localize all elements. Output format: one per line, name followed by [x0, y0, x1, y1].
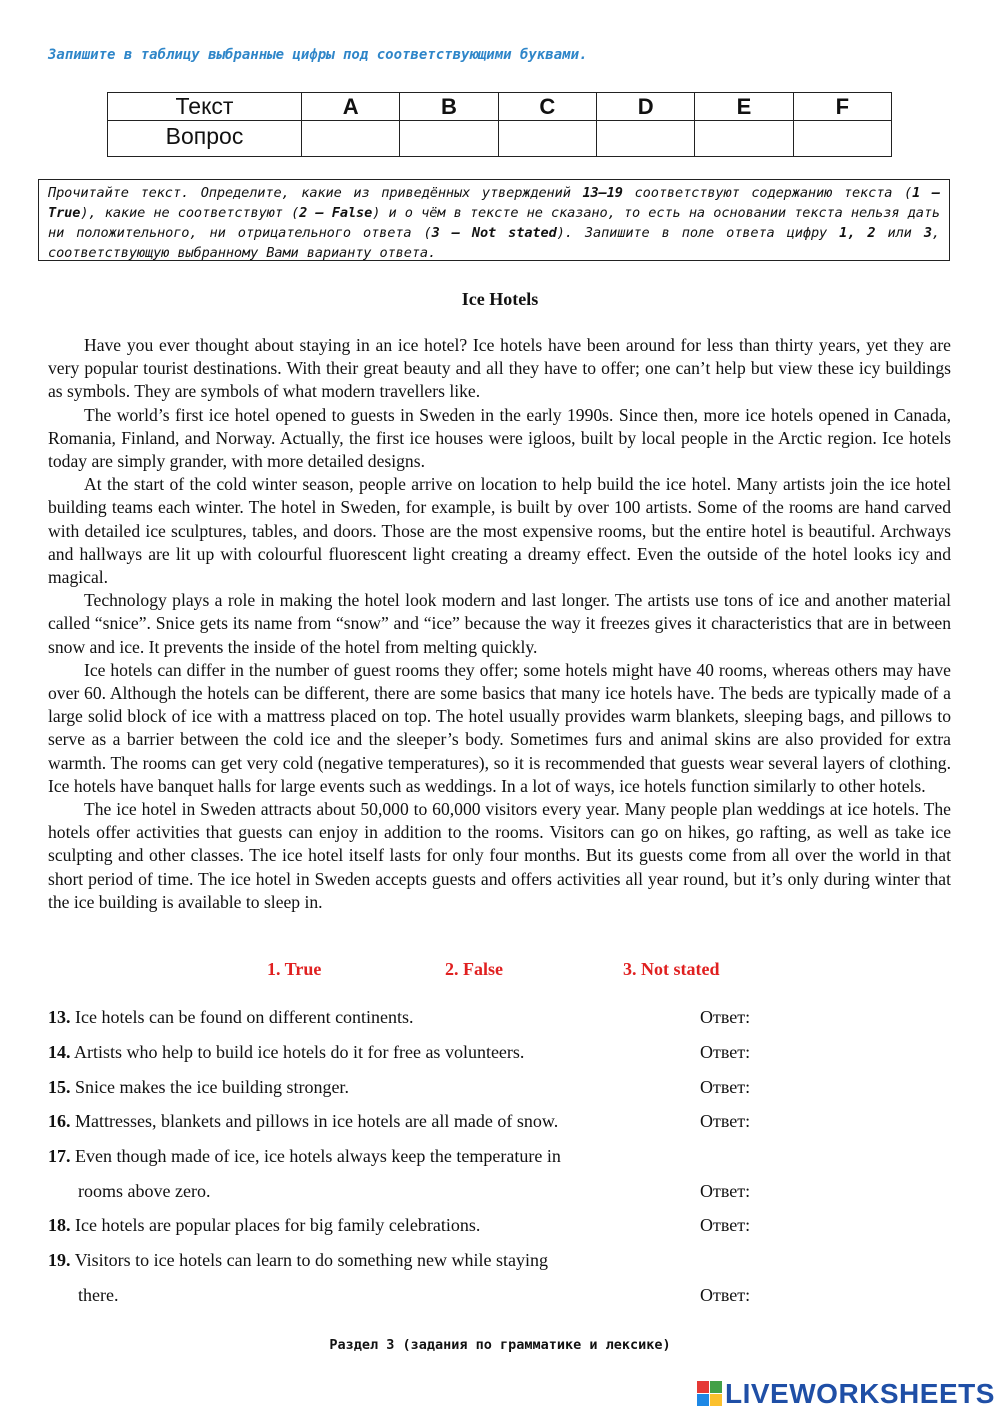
answer-grid-header-row — [108, 93, 892, 121]
article-paragraph: The ice hotel in Sweden attracts about 50,000 to 60,000 visitors every year. Many people plan weddings at ice hotels. The hotels offer activities that guests can enjoy in addition to the rooms. Visitors can go on hikes, go rafting, as well as take ice sculpting and other classes. The ice hotel itself lasts for only four months. But its guests come from all over the world in that short period of time. The ice hotel in Sweden accepts guests and offers activities all year round, but it’s only during winter that the ice building is available to sleep in. — [48, 799, 951, 912]
statement-16 — [48, 1109, 808, 1133]
answer-label[interactable]: Ответ: — [700, 1215, 751, 1235]
statement-text: Ice hotels are popular places for big family celebrations. — [75, 1215, 481, 1235]
answer-label[interactable]: Ответ: — [700, 1181, 751, 1201]
statement-text: Ice hotels can be found on different continents. — [75, 1007, 414, 1027]
task-bold: 3 — [923, 225, 932, 241]
option-false: 2. False — [445, 959, 503, 979]
answer-label[interactable]: Ответ: — [700, 1007, 751, 1027]
statement-13 — [48, 1005, 808, 1029]
statement-17-continued — [48, 1179, 808, 1203]
answer-options — [0, 959, 1000, 983]
statement-number: 18. — [48, 1215, 71, 1235]
statement-19-continued — [48, 1283, 808, 1307]
task-bold: 1 – True — [48, 185, 940, 221]
answer-grid-letter-d: D — [596, 93, 694, 121]
task-bold: 3 – Not stated — [431, 225, 557, 241]
task-bold: 2 – False — [299, 205, 373, 221]
statement-17 — [48, 1144, 808, 1168]
answer-label[interactable]: Ответ: — [700, 1077, 751, 1097]
answer-grid-question-row — [108, 121, 892, 157]
article-title: Ice Hotels — [461, 289, 539, 309]
answer-grid-row-label: Текст — [108, 93, 302, 121]
answer-grid-row-label: Вопрос — [108, 121, 302, 157]
task-text: , соответствующую выбранному Вами варианту ответа. — [48, 225, 941, 261]
answer-grid-letter-e: E — [695, 93, 793, 121]
article-paragraph: At the start of the cold winter season, people arrive on location to help build the ice hotel. Many artists join the ice hotel building teams each winter. The hotel in Sweden, for example, is built by over 100 artists. Some of the rooms are hand carved with detailed ice sculptures, tables, and doors. Those are the most expensive rooms, but the entire hotel is beautiful. Archways and hallways are lit up with colourful fluorescent light creating a dreamy effect. Even the outside of the hotel looks icy and magical. — [48, 474, 951, 588]
statement-14 — [48, 1040, 808, 1064]
statement-number: 17. — [48, 1146, 71, 1166]
task-instructions-box — [38, 179, 950, 261]
answer-label[interactable]: Ответ: — [700, 1111, 751, 1131]
article-paragraph: Technology plays a role in making the hotel look modern and last longer. The artists use tons of ice and another material called “snice”. Snice gets its name from “snow” and “ice” because the way it freezes gives it characteristics that are in between snow and ice. It prevents the inside of the hotel from melting quickly. — [48, 590, 951, 657]
brand-watermark[interactable] — [697, 1378, 995, 1410]
statement-text: Visitors to ice hotels can learn to do something new while staying — [74, 1250, 549, 1270]
statement-18 — [48, 1213, 808, 1237]
statement-text: rooms above zero. — [78, 1181, 211, 1201]
task-text: Прочитайте текст. Определите, какие из приведённых утверждений — [48, 185, 583, 201]
article-paragraph: Have you ever thought about staying in an ice hotel? Ice hotels have been around for less than thirty years, yet they are very popular tourist destinations. With their great beauty and all they have to offer; one can’t help but view these icy buildings as symbols. They are symbols of what modern travellers like. — [48, 335, 951, 402]
statement-text: Artists who help to build ice hotels do it for free as volunteers. — [74, 1042, 525, 1062]
statement-15 — [48, 1075, 808, 1099]
answer-cell-e[interactable] — [695, 121, 793, 157]
answer-grid — [107, 92, 892, 157]
task-text: соответствуют содержанию текста ( — [622, 185, 913, 201]
answer-label[interactable]: Ответ: — [700, 1042, 751, 1062]
statement-19 — [48, 1248, 808, 1272]
option-true: 1. True — [267, 959, 322, 979]
brand-name: LIVEWORKSHEETS — [725, 1378, 995, 1409]
section-footer: Раздел 3 (задания по грамматике и лексике) — [329, 1337, 671, 1353]
answer-cell-b[interactable] — [400, 121, 498, 157]
answer-grid-letter-c: C — [498, 93, 596, 121]
task-bold: 13–19 — [582, 185, 623, 201]
statement-text: Even though made of ice, ice hotels always keep the temperature in — [75, 1146, 561, 1166]
article-body — [48, 334, 951, 914]
statement-text: Snice makes the ice building stronger. — [75, 1077, 349, 1097]
task-text: или — [875, 225, 924, 241]
task-text: ) и о чём в тексте не сказано, то есть на основании текста нельзя дать ни положительного, ни отрицательного ответа ( — [48, 205, 940, 241]
answer-label[interactable]: Ответ: — [700, 1285, 751, 1305]
answer-cell-c[interactable] — [498, 121, 596, 157]
option-not-stated: 3. Not stated — [623, 959, 720, 979]
task-text: ). Запишите в поле ответа цифру — [556, 225, 840, 241]
statement-number: 13. — [48, 1007, 71, 1027]
answer-grid-letter-f: F — [793, 93, 891, 121]
article-paragraph: Ice hotels can differ in the number of guest rooms they offer; some hotels might have 40 rooms, whereas others may have over 60. Although the hotels can be different, there are some basics that many ice hotels have. The beds are typically made of a large solid block of ice with a mattress placed on top. The hotel usually provides warm blankets, sleeping bags, and pillows to serve as a barrier between the cold ice and the sleeper’s body. Sometimes furs and animal skins are also provided for extra warmth. The rooms can get very cold (negative temperatures), so it is recommended that guests wear several layers of clothing. Ice hotels have banquet halls for large events such as weddings. In a lot of ways, ice hotels function similarly to other hotels. — [48, 659, 951, 796]
statement-number: 15. — [48, 1077, 71, 1097]
answer-grid-letter-b: B — [400, 93, 498, 121]
task-text: ), какие не соответствуют ( — [80, 205, 300, 221]
answer-cell-a[interactable] — [302, 121, 400, 157]
statement-number: 19. — [48, 1250, 71, 1270]
task-bold: 1, 2 — [839, 225, 876, 241]
liveworksheets-logo-icon — [697, 1381, 723, 1407]
statement-text: Mattresses, blankets and pillows in ice hotels are all made of snow. — [75, 1111, 559, 1131]
statement-number: 14. — [48, 1042, 71, 1062]
statement-number: 16. — [48, 1111, 71, 1131]
answer-cell-d[interactable] — [596, 121, 694, 157]
top-instruction: Запишите в таблицу выбранные цифры под соответствующими буквами. — [48, 47, 588, 63]
statement-text: there. — [78, 1285, 119, 1305]
answer-grid-letter-a: A — [302, 93, 400, 121]
answer-cell-f[interactable] — [793, 121, 891, 157]
article-paragraph: The world’s first ice hotel opened to guests in Sweden in the early 1990s. Since then, more ice hotels opened in Canada, Romania, Finland, and Norway. Actually, the first ice houses were igloos, built by local people in the Arctic region. Ice hotels today are simply grander, with more detailed designs. — [48, 404, 951, 472]
